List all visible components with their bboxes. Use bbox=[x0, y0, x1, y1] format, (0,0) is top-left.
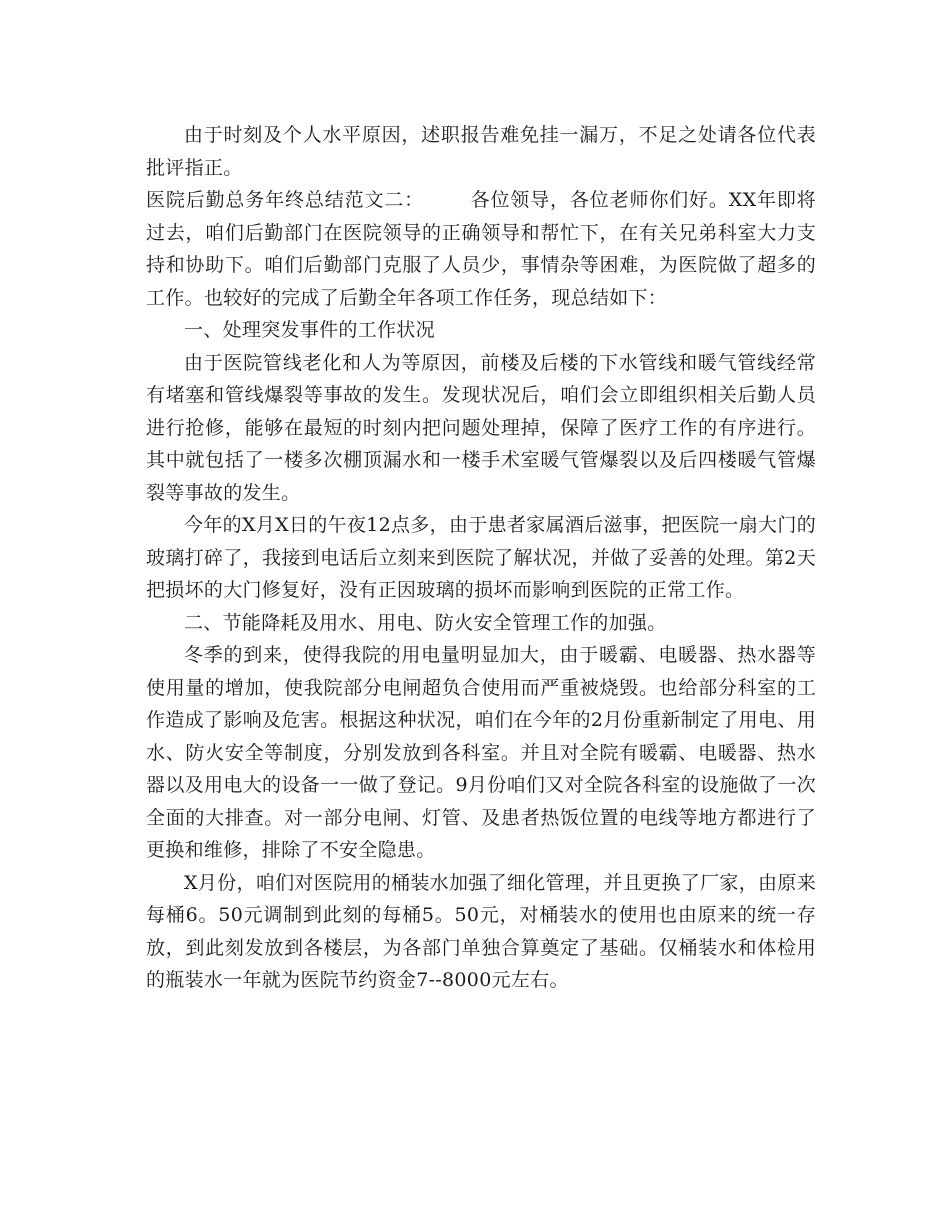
section-heading-energy-saving: 二、节能降耗及用水、用电、防火安全管理工作的加强。 bbox=[184, 611, 667, 634]
essay-greeting-text: 各位领导，各位老师你们好。XX年即将过去，咱们后勤部门在医院领导的正确领导和帮忙下，在有关兄弟科室大力支持和协助下。咱们后勤部门克服了人员少，事情杂等困难，为医院做了超多的工作。也较好的完成了后勤全年各项工作任务，现总结如下： bbox=[146, 189, 816, 309]
paragraph-pipeline-repairs: 由于医院管线老化和人为等原因，前楼及后楼的下水管线和暖气管线经常有堵塞和管线爆裂等事故的发生。发现状况后，咱们会立即组织相关后勤人员进行抢修，能够在最短的时刻内把问题处理掉，保障了医疗工作的有序进行。其中就包括了一楼多次棚顶漏水和一楼手术室暖气管爆裂以及后四楼暖气管爆裂等事故的发生。 bbox=[146, 351, 816, 504]
paragraph-electricity-safety: 冬季的到来，使得我院的用电量明显加大，由于暖霸、电暖器、热水器等使用量的增加，使我院部分电闸超负合使用而严重被烧毁。也给部分科室的工作造成了影响及危害。根据这种状况，咱们在今年的2月份重新制定了用电、用水、防火安全等制度，分别发放到各科室。并且对全院有暖霸、电暖器、热水器以及用电大的设备一一做了登记。9月份咱们又对全院各科室的设施做了一次全面的大排查。对一部分电闸、灯管、及患者热饭位置的电线等地方都进行了更换和维修，排除了不安全隐患。 bbox=[146, 644, 816, 861]
section-heading-emergencies: 一、处理突发事件的工作状况 bbox=[184, 319, 435, 341]
document-body bbox=[146, 119, 816, 997]
paragraph-closing-remark: 由于时刻及个人水平原因，述职报告难免挂一漏万，不足之处请各位代表批评指正。 bbox=[146, 124, 816, 179]
paragraph-essay-intro bbox=[146, 184, 816, 314]
essay-title: 医院后勤总务年终总结范文二： bbox=[146, 189, 425, 211]
paragraph-bottled-water: X月份，咱们对医院用的桶装水加强了细化管理，并且更换了厂家，由原来每桶6。50元调制到此刻的每桶5。50元，对桶装水的使用也由原来的统一存放，到此刻发放到各楼层，为各部门单独合算奠定了基础。仅桶装水和体检用的瓶装水一年就为医院节约资金7--8000元左右。 bbox=[146, 871, 816, 991]
paragraph-door-incident: 今年的X月X日的午夜12点多，由于患者家属酒后滋事，把医院一扇大门的玻璃打碎了，我接到电话后立刻来到医院了解状况，并做了妥善的处理。第2天把损坏的大门修复好，没有正因玻璃的损坏而影响到医院的正常工作。 bbox=[146, 514, 816, 601]
